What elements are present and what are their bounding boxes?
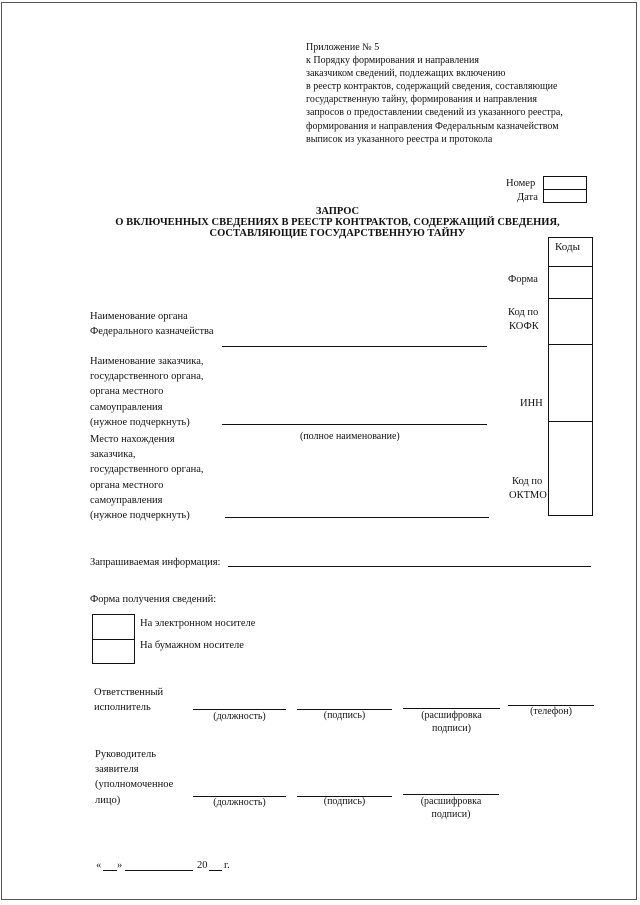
full-name-hint: (полное наименование) bbox=[300, 431, 400, 442]
date-quote-close: » bbox=[117, 860, 123, 871]
location-input-line[interactable] bbox=[225, 517, 489, 518]
receipt-label: Форма получения сведений: bbox=[90, 594, 217, 605]
executor-decode-line[interactable] bbox=[403, 708, 500, 709]
codes-divider bbox=[548, 421, 593, 422]
codes-divider bbox=[548, 298, 593, 299]
head-signature-caption: (подпись) bbox=[323, 796, 366, 807]
treasury-label: Наименование органа Федерального казначейства bbox=[90, 311, 214, 338]
doc-title-line: СОСТАВЛЯЮЩИЕ ГОСУДАРСТВЕННУЮ ТАЙНУ bbox=[209, 228, 466, 239]
executor-position-line[interactable] bbox=[193, 709, 286, 710]
year-prefix: 20 bbox=[197, 860, 208, 871]
customer-label: Наименование заказчика, государственного органа, органа местного самоуправления (нужное подчеркнуть) bbox=[90, 356, 204, 428]
doc-title-line: О ВКЛЮЧЕННЫХ СВЕДЕНИЯХ В РЕЕСТР КОНТРАКТОВ, СОДЕРЖАЩИЙ СВЕДЕНИЯ, bbox=[115, 217, 560, 228]
codes-divider bbox=[548, 344, 593, 345]
executor-phone-caption: (телефон) bbox=[530, 706, 572, 717]
paper-checkbox[interactable] bbox=[92, 639, 135, 664]
codes-column bbox=[548, 237, 593, 516]
electronic-checkbox[interactable] bbox=[92, 614, 135, 640]
header-line: выписок из указанного реестра и протокола bbox=[306, 133, 493, 145]
header-line: Приложение № 5 bbox=[306, 42, 380, 53]
requested-info-line[interactable] bbox=[228, 566, 591, 567]
month-input-line[interactable] bbox=[125, 870, 193, 871]
executor-label: Ответственный исполнитель bbox=[94, 687, 164, 714]
number-box[interactable] bbox=[543, 176, 587, 190]
header-line: к Порядку формирования и направления bbox=[306, 55, 479, 67]
header-line: формирования и направления Федеральным казначейством bbox=[306, 120, 559, 132]
head-decode-line[interactable] bbox=[403, 794, 499, 795]
header-line: государственную тайну, формирования и направления bbox=[306, 94, 537, 106]
codes-header: Коды bbox=[555, 241, 580, 253]
year-suffix: г. bbox=[224, 860, 230, 871]
oktmo-label: ОКТМО bbox=[509, 490, 547, 501]
location-label: Место нахождения заказчика, государственного органа, органа местного самоуправления (нужное подчеркнуть) bbox=[90, 434, 204, 522]
day-input-line[interactable] bbox=[103, 870, 117, 871]
year-input-line[interactable] bbox=[209, 870, 222, 871]
date-box[interactable] bbox=[543, 189, 587, 203]
inn-label: ИНН bbox=[520, 398, 543, 409]
number-label: Номер bbox=[506, 178, 536, 189]
kofk-label: Код по bbox=[508, 307, 539, 318]
header-line: в реестр контрактов, содержащий сведения, составляющие bbox=[306, 81, 558, 93]
appendix-header bbox=[306, 41, 606, 146]
customer-input-line[interactable] bbox=[222, 424, 487, 425]
kofk-label: КОФК bbox=[509, 321, 539, 332]
doc-title: ЗАПРОС bbox=[315, 206, 360, 217]
codes-divider bbox=[548, 266, 593, 267]
head-label: Руководитель заявителя (уполномоченное лицо) bbox=[95, 749, 174, 806]
executor-signature-caption: (подпись) bbox=[323, 710, 366, 721]
requested-info-label: Запрашиваемая информация: bbox=[90, 557, 221, 568]
header-line: заказчиком сведений, подлежащих включению bbox=[306, 68, 506, 80]
executor-decode-caption: (расшифровка подписи) bbox=[421, 710, 482, 734]
head-position-caption: (должность) bbox=[213, 797, 266, 808]
header-line: запросов о предоставлении сведений из указанного реестра, bbox=[306, 107, 563, 119]
electronic-option-label: На электронном носителе bbox=[140, 618, 256, 629]
paper-option-label: На бумажном носителе bbox=[140, 640, 244, 651]
oktmo-label: Код по bbox=[512, 476, 543, 487]
executor-position-caption: (должность) bbox=[213, 711, 266, 722]
date-label: Дата bbox=[517, 192, 538, 203]
treasury-input-line[interactable] bbox=[222, 346, 487, 347]
head-decode-caption: (расшифровка подписи) bbox=[420, 796, 482, 820]
forma-label: Форма bbox=[508, 274, 538, 285]
date-quote-open: « bbox=[96, 860, 102, 871]
